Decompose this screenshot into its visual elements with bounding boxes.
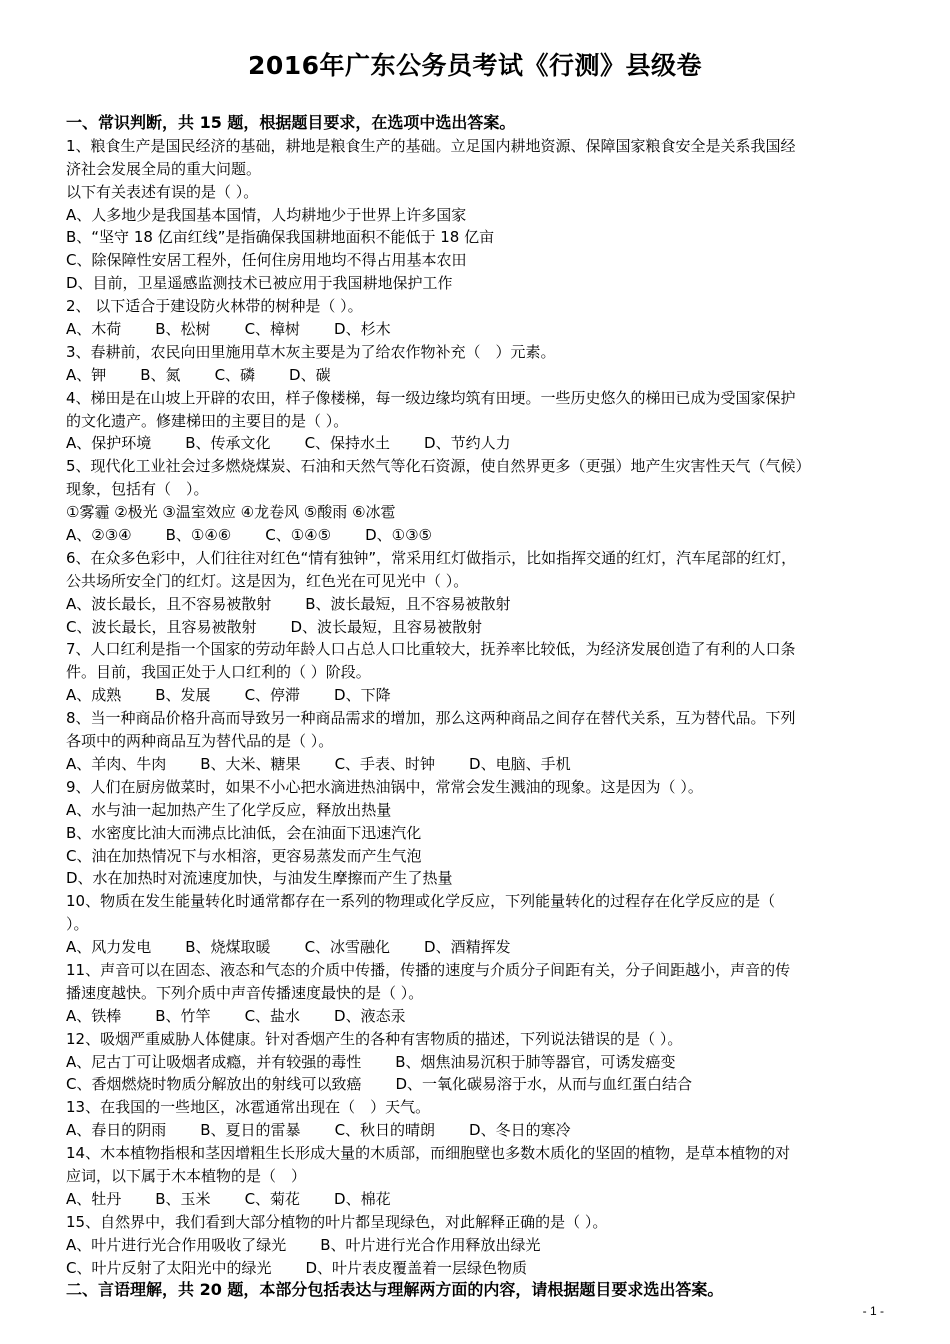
answer-option: D、液态汞 [334, 1006, 406, 1025]
answer-option: C、盐水 [244, 1006, 301, 1025]
text-line: 13、在我国的一些地区，冰雹通常出现在（ ）天气。 [66, 1098, 431, 1117]
text-line: C、除保障性安居工程外，任何住房用地均不得占用基本农田 [66, 251, 467, 270]
answer-option: B、叶片进行光合作用释放出绿光 [320, 1235, 541, 1254]
answer-option: A、风力发电 [66, 938, 152, 957]
answer-option: D、①③⑤ [365, 526, 432, 545]
text-line: 现象，包括有（ ）。 [66, 480, 209, 499]
answer-option: C、秋日的晴朗 [334, 1121, 436, 1140]
text-line: 14、木本植物指根和茎因增粗生长形成大量的木质部，而细胞壁也多数木质化的坚固的植物，是草本植物的对 [66, 1144, 791, 1163]
answer-option: B、发展 [155, 686, 211, 705]
answer-option: D、一氧化碳易溶于水，从而与血红蛋白结合 [395, 1075, 693, 1094]
answer-option: A、铁棒 [66, 1006, 122, 1025]
answer-option: A、牡丹 [66, 1189, 122, 1208]
answer-option: A、②③④ [66, 526, 132, 545]
answer-options [66, 1257, 886, 1280]
answer-option: D、下降 [334, 686, 391, 705]
text-line: 6、在众多色彩中，人们往往对红色“情有独钟”，常采用红灯做指示，比如指挥交通的红灯，汽车尾部的红灯， [66, 548, 797, 567]
text-line: 3、春耕前，农民向田里施用草木灰主要是为了给农作物补充（ ）元素。 [66, 342, 556, 361]
text-line: 7、人口红利是指一个国家的劳动年龄人口占总人口比重较大，抚养率比较低，为经济发展创造了有利的人口条 [66, 640, 796, 659]
text-line: 公共场所安全门的红灯。这是因为，红色光在可见光中（ ）。 [66, 571, 469, 590]
text-line: D、目前，卫星遥感监测技术已被应用于我国耕地保护工作 [66, 274, 453, 293]
text-line: 5、现代化工业社会过多燃烧煤炭、石油和天然气等化石资源，使自然界更多（更强）地产生灾害性天气（气候） [66, 457, 811, 476]
answer-options [66, 1005, 886, 1028]
text-line: 应词，以下属于木本植物的是（ ） [66, 1166, 307, 1185]
answer-options [66, 1234, 886, 1257]
answer-option: D、杉木 [334, 320, 391, 339]
answer-option: A、羊肉、牛肉 [66, 754, 167, 773]
text-line: 播速度越快。下列介质中声音传播速度最快的是（ ）。 [66, 983, 424, 1002]
answer-option: C、磷 [214, 365, 256, 384]
answer-option: D、电脑、手机 [469, 754, 571, 773]
answer-option: D、叶片表皮覆盖着一层绿色物质 [305, 1258, 528, 1277]
answer-option: B、氮 [140, 365, 181, 384]
text-line: 济社会发展全局的重大问题。 [66, 159, 262, 178]
answer-option: D、波长最短，且容易被散射 [290, 617, 483, 636]
answer-option: B、烟焦油易沉积于肺等器官，可诱发癌变 [395, 1052, 676, 1071]
answer-option: B、竹竿 [155, 1006, 211, 1025]
answer-option: B、松树 [155, 320, 211, 339]
answer-options [66, 1188, 886, 1211]
text-line: ）。 [66, 915, 89, 934]
section-heading: 一、常识判断，共 15 题，根据题目要求，在选项中选出答案。 [66, 113, 516, 132]
text-line: 10、物质在发生能量转化时通常都存在一系列的物理或化学反应，下列能量转化的过程存在化学反应的是（ [66, 892, 776, 911]
answer-option: C、香烟燃烧时物质分解放出的射线可以致癌 [66, 1075, 362, 1094]
answer-options [66, 936, 886, 959]
answer-option: D、冬日的寒冷 [469, 1121, 571, 1140]
answer-options [66, 318, 886, 341]
text-line: 8、当一种商品价格升高而导致另一种商品需求的增加，那么这两种商品之间存在替代关系，互为替代品。下列 [66, 709, 796, 728]
answer-option: C、停滞 [244, 686, 301, 705]
text-line: A、人多地少是我国基本国情，人均耕地少于世界上许多国家 [66, 205, 467, 224]
answer-option: A、波长最长，且不容易被散射 [66, 594, 272, 613]
page-number: - 1 - [862, 1304, 884, 1318]
answer-option: A、成熟 [66, 686, 122, 705]
text-line: 的文化遗产。修建梯田的主要目的是（ ）。 [66, 411, 349, 430]
answer-option: C、冰雪融化 [304, 938, 391, 957]
answer-option: D、酒精挥发 [424, 938, 511, 957]
answer-options [66, 1119, 886, 1142]
answer-option: A、保护环境 [66, 434, 152, 453]
text-line: 1、粮食生产是国民经济的基础，耕地是粮食生产的基础。立足国内耕地资源、保障国家粮食安全是关系我国经 [66, 136, 796, 155]
text-line: C、油在加热情况下与水相溶，更容易蒸发而产生气泡 [66, 846, 422, 865]
answer-option: B、波长最短，且不容易被散射 [305, 594, 511, 613]
answer-option: C、波长最长，且容易被散射 [66, 617, 257, 636]
text-line: B、“坚守 18 亿亩红线”是指确保我国耕地面积不能低于 18 亿亩 [66, 228, 495, 247]
text-line: D、水在加热时对流速度加快，与油发生摩擦而产生了热量 [66, 869, 453, 888]
answer-options [66, 1051, 886, 1074]
answer-option: D、棉花 [334, 1189, 391, 1208]
answer-option: B、①④⑥ [165, 526, 232, 545]
text-line: 9、人们在厨房做菜时，如果不小心把水滴进热油锅中，常常会发生溅油的现象。这是因为（ ）。 [66, 777, 703, 796]
text-line: B、水密度比油大而沸点比油低，会在油面下迅速汽化 [66, 823, 422, 842]
section-heading: 二、言语理解，共 20 题，本部分包括表达与理解两方面的内容，请根据题目要求选出答案。 [66, 1280, 724, 1300]
answer-options [66, 684, 886, 707]
answer-option: A、叶片进行光合作用吸收了绿光 [66, 1235, 287, 1254]
text-line: 以下有关表述有误的是（ ）。 [66, 182, 259, 201]
answer-option: C、保持水土 [304, 434, 391, 453]
text-line: 件。目前，我国正处于人口红利的（ ）阶段。 [66, 663, 371, 682]
answer-options [66, 524, 886, 547]
text-line: 各项中的两种商品互为替代品的是（ ）。 [66, 732, 334, 751]
answer-option: C、①④⑤ [265, 526, 332, 545]
text-line: 12、吸烟严重威胁人体健康。针对香烟产生的各种有害物质的描述，下列说法错误的是（ ）。 [66, 1029, 683, 1048]
answer-option: B、烧煤取暖 [185, 938, 271, 957]
answer-option: A、木荷 [66, 320, 122, 339]
text-line: 11、声音可以在固态、液态和气态的介质中传播，传播的速度与介质分子间距有关，分子间距越小，声音的传 [66, 960, 791, 979]
answer-option: C、手表、时钟 [334, 754, 436, 773]
answer-options [66, 432, 886, 455]
answer-options [66, 593, 886, 616]
document-body [66, 112, 886, 1302]
page-title: 2016年广东公务员考试《行测》县级卷 [247, 51, 703, 80]
answer-option: D、节约人力 [424, 434, 511, 453]
answer-option: B、玉米 [155, 1189, 211, 1208]
text-line: 4、梯田是在山坡上开辟的农田，样子像楼梯，每一级边缘均筑有田埂。一些历史悠久的梯田已成为受国家保护 [66, 388, 796, 407]
text-line: 2、 以下适合于建设防火林带的树种是（ ）。 [66, 297, 363, 316]
text-line: ①雾霾 ②极光 ③温室效应 ④龙卷风 ⑤酸雨 ⑥冰雹 [66, 503, 396, 522]
answer-options [66, 753, 886, 776]
answer-option: A、钾 [66, 365, 107, 384]
answer-option: B、传承文化 [185, 434, 271, 453]
answer-option: D、碳 [289, 365, 331, 384]
answer-option: B、夏日的雷暴 [200, 1121, 301, 1140]
answer-option: A、春日的阴雨 [66, 1121, 167, 1140]
answer-option: B、大米、糖果 [200, 754, 301, 773]
answer-option: A、尼古丁可让吸烟者成瘾，并有较强的毒性 [66, 1052, 362, 1071]
answer-options [66, 616, 886, 639]
answer-option: C、叶片反射了太阳光中的绿光 [66, 1258, 272, 1277]
answer-options [66, 364, 886, 387]
answer-options [66, 1073, 886, 1096]
text-line: A、水与油一起加热产生了化学反应，释放出热量 [66, 800, 392, 819]
answer-option: C、樟树 [244, 320, 301, 339]
answer-option: C、菊花 [244, 1189, 301, 1208]
text-line: 15、自然界中，我们看到大部分植物的叶片都呈现绿色，对此解释正确的是（ ）。 [66, 1212, 608, 1231]
